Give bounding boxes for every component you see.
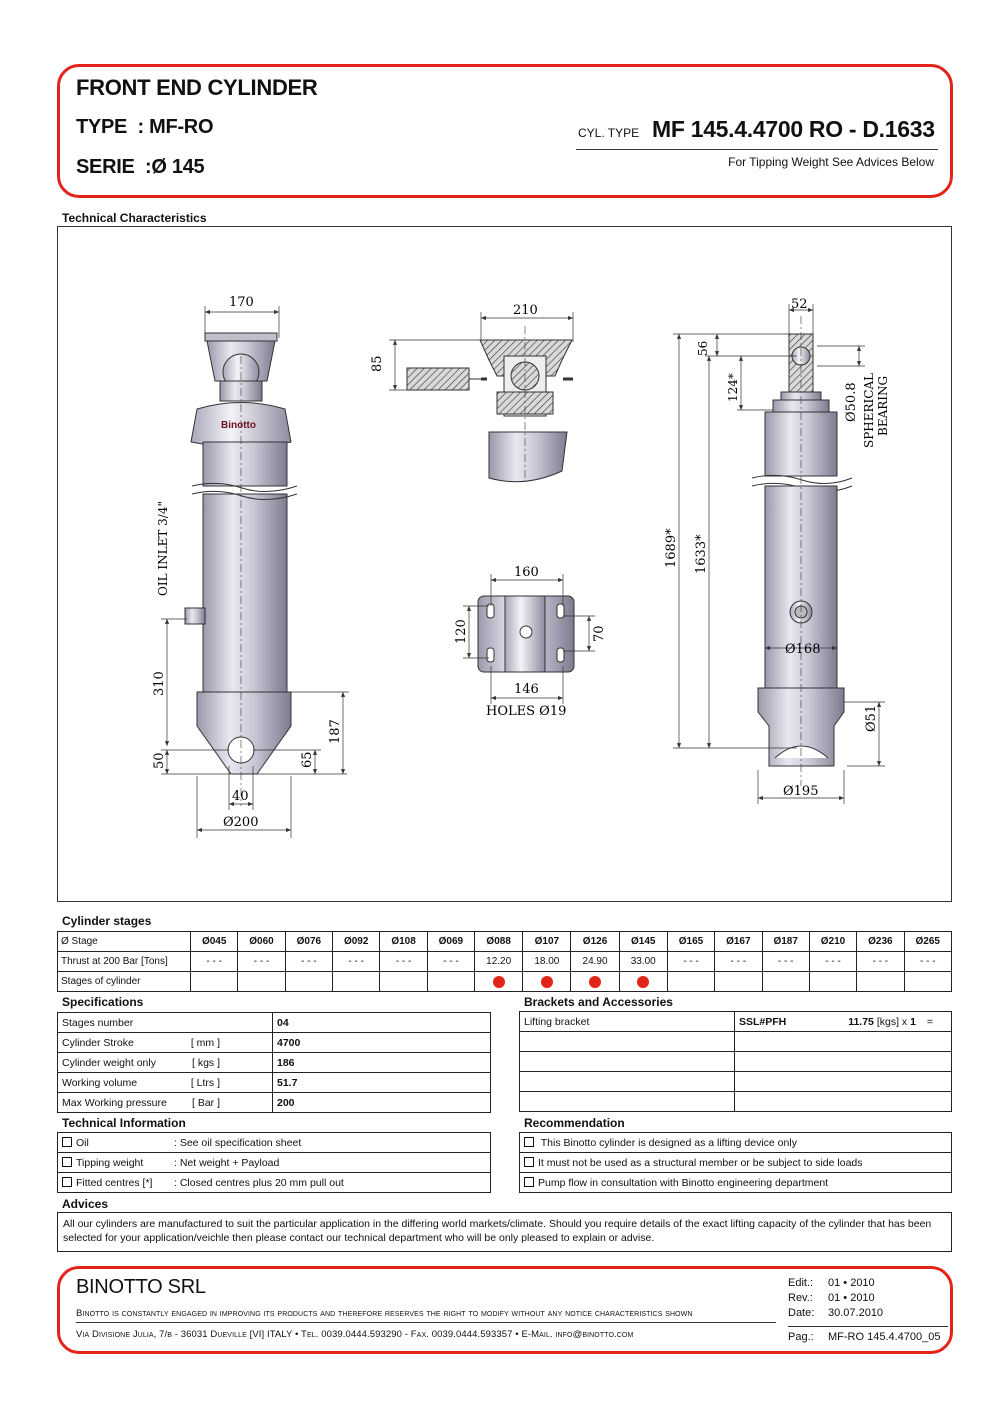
spec-label: [58, 1053, 273, 1073]
dim-310: 310: [152, 671, 167, 696]
left-cylinder-view: [185, 333, 297, 806]
stage-diameter: Ø210: [809, 932, 856, 952]
stage-thrust: - - -: [857, 952, 904, 972]
page-rule: [788, 1326, 948, 1327]
stage-diameter: Ø088: [475, 932, 523, 952]
stage-active-cell: [715, 972, 762, 992]
stage-diameter: Ø167: [715, 932, 762, 952]
recommendation-text: This Binotto cylinder is designed as a lifting device only: [538, 1136, 797, 1149]
dim-40: 40: [232, 789, 249, 804]
bracket-eq: =: [926, 1015, 933, 1028]
stage-thrust: - - -: [285, 952, 332, 972]
dim-170: 170: [229, 295, 254, 310]
serie-label: SERIE :Ø 145: [76, 156, 205, 178]
stage-active-cell: [191, 972, 238, 992]
tech-info-label: Tipping weight: [76, 1156, 144, 1169]
holes-label: HOLES Ø19: [486, 704, 567, 719]
spec-label: [58, 1013, 273, 1033]
stage-thrust: - - -: [667, 952, 714, 972]
rev-value: 01 • 2010: [828, 1292, 875, 1304]
tech-info-value: : Closed centres plus 20 mm pull out: [174, 1176, 344, 1189]
specs-table: [57, 1012, 491, 1113]
bearing-label-1: SPHERICAL: [862, 372, 876, 448]
stage-thrust: - - -: [715, 952, 762, 972]
stage-active-dot: [589, 976, 601, 988]
stage-thrust: - - -: [333, 952, 380, 972]
company-name: BINOTTO SRL: [76, 1276, 206, 1298]
stage-active-dot: [637, 976, 649, 988]
top-mount: [205, 333, 277, 341]
top-mount-view: [407, 326, 573, 482]
stage-active-cell: [523, 972, 571, 992]
spec-label-text: Max Working pressure: [62, 1096, 167, 1109]
advices-text: All our cylinders are manufactured to suit the particular application in the differing world markets/climate. Should you require details of the exact lifting capacity of the cylinder that has been selected for your application/veichle then please contact our technical department who will be only pleased to explain or advise.: [57, 1212, 952, 1252]
plate-view: [478, 596, 574, 672]
stage-active-cell: [857, 972, 904, 992]
stage-thrust: - - -: [427, 952, 474, 972]
stage-thrust: 24.90: [571, 952, 619, 972]
recommendation-cell: [520, 1173, 952, 1193]
brackets-title: Brackets and Accessories: [524, 995, 673, 1009]
footer-meta: [788, 1276, 883, 1321]
recommendation-title: Recommendation: [524, 1116, 625, 1130]
spec-label: [58, 1073, 273, 1093]
edit-value: 01 • 2010: [828, 1277, 875, 1289]
tech-info-label: Fitted centres [*]: [76, 1176, 153, 1189]
stage-active-cell: [475, 972, 523, 992]
bracket-code: SSL#PFH: [739, 1015, 787, 1028]
dim-51: Ø51: [864, 704, 879, 732]
main-tube: [203, 494, 287, 692]
stage-diameter: Ø126: [571, 932, 619, 952]
dim-146: 146: [514, 682, 539, 697]
spec-value: 186: [273, 1053, 491, 1073]
stage-active-cell: [380, 972, 427, 992]
dim-187: 187: [328, 719, 343, 744]
bracket-row: [520, 1012, 952, 1032]
tipping-note: For Tipping Weight See Advices Below: [728, 155, 934, 169]
stage-active-dot: [541, 976, 553, 988]
stages-row: [58, 972, 952, 992]
bracket-weight: 11.75: [848, 1015, 874, 1028]
dim-56: 56: [696, 340, 710, 356]
header-rule: [576, 149, 938, 150]
stage-active-cell: [904, 972, 951, 992]
stage-diameter: Ø165: [667, 932, 714, 952]
spec-label: [58, 1093, 273, 1113]
stage-diameter: Ø060: [238, 932, 285, 952]
tech-info-cell: [58, 1133, 491, 1153]
dim-120: 120: [454, 619, 469, 644]
dim-124: 124*: [726, 373, 740, 402]
bracket-qty: 1: [910, 1015, 916, 1028]
stages-title: Cylinder stages: [62, 914, 152, 928]
date-label: Date:: [788, 1307, 815, 1319]
stage-active-cell: [667, 972, 714, 992]
spec-label: [58, 1033, 273, 1053]
recommendation-table: [519, 1132, 952, 1193]
stage-diameter: Ø236: [857, 932, 904, 952]
spec-label-text: Cylinder Stroke: [62, 1036, 134, 1049]
recommendation-text: It must not be used as a structural member or be subject to side loads: [538, 1156, 863, 1169]
rev-label: Rev.:: [788, 1292, 813, 1304]
stage-diameter: Ø076: [285, 932, 332, 952]
advices-title: Advices: [62, 1197, 109, 1211]
stage-diameter: Ø265: [904, 932, 951, 952]
spec-unit: [ Bar ]: [191, 1096, 220, 1109]
stages-row: [58, 952, 952, 972]
bearing-label-2: BEARING: [876, 375, 890, 436]
stage-row-label: Thrust at 200 Bar [Tons]: [58, 952, 191, 972]
stage-active-cell: [427, 972, 474, 992]
stage-thrust: 18.00: [523, 952, 571, 972]
recommendation-cell: [520, 1153, 952, 1173]
checkbox-icon: [524, 1177, 534, 1187]
brackets-table: [519, 1011, 952, 1112]
recommendation-text: Pump flow in consultation with Binotto engineering department: [538, 1176, 829, 1189]
tech-info-row: [58, 1153, 491, 1173]
stage-diameter: Ø107: [523, 932, 571, 952]
stage-active-cell: [285, 972, 332, 992]
spec-row: [58, 1053, 491, 1073]
stage-active-cell: [809, 972, 856, 992]
checkbox-icon: [524, 1157, 534, 1167]
spec-value: 04: [273, 1013, 491, 1033]
dim-1689: 1689*: [664, 528, 679, 568]
stage-diameter: Ø108: [380, 932, 427, 952]
spec-label-text: Cylinder weight only: [62, 1056, 156, 1069]
type-label: TYPE : MF-RO: [76, 116, 214, 138]
stage-diameter: Ø187: [762, 932, 809, 952]
spec-value: 51.7: [273, 1073, 491, 1093]
spec-label-text: Working volume: [62, 1076, 138, 1089]
dim-160: 160: [514, 565, 539, 580]
stage-row-label: Stages of cylinder: [58, 972, 191, 992]
stage-thrust: - - -: [238, 952, 285, 972]
spec-row: [58, 1093, 491, 1113]
dim-200: Ø200: [223, 815, 259, 830]
dim-1633: 1633*: [694, 534, 709, 574]
date-value: 30.07.2010: [828, 1307, 884, 1319]
spec-value: 4700: [273, 1033, 491, 1053]
right-cylinder-view: [752, 316, 852, 786]
tech-info-label: Oil: [76, 1136, 89, 1149]
tech-info-row: [58, 1173, 491, 1193]
stage-active-cell: [762, 972, 809, 992]
upper-tube: [203, 442, 287, 486]
tech-info-value: : Net weight + Payload: [174, 1156, 280, 1169]
spec-value: 200: [273, 1093, 491, 1113]
technical-drawing: [57, 226, 952, 902]
dim-168: Ø168: [785, 642, 821, 657]
stage-diameter: Ø045: [191, 932, 238, 952]
spec-row: [58, 1013, 491, 1033]
stage-diameter: Ø069: [427, 932, 474, 952]
spec-row: [58, 1033, 491, 1053]
stage-thrust: - - -: [904, 952, 951, 972]
spec-label-text: Stages number: [62, 1016, 134, 1029]
bracket-unit: [kgs] x: [876, 1015, 908, 1028]
cyl-type-label: CYL. TYPE: [578, 126, 640, 140]
stage-active-cell: [619, 972, 667, 992]
footer-address: Via Divisione Julia, 7/b - 36031 Dueville [VI] ITALY • Tel. 0039.0444.593290 - Fax. 0039.0444.593357 • E-Mail. info@binotto.com: [76, 1329, 634, 1340]
doc-title: FRONT END CYLINDER: [76, 75, 318, 100]
footer-disclaimer: Binotto is constantly engaged in improving its products and therefore reserves the right to modify without any notice characteristics shown: [76, 1308, 693, 1319]
brand-label: Binotto: [221, 420, 256, 431]
dim-50: 50: [152, 752, 167, 769]
stage-thrust: - - -: [809, 952, 856, 972]
recommendation-row: [520, 1173, 952, 1193]
dim-195: Ø195: [783, 784, 819, 799]
page-row: [788, 1331, 941, 1343]
stage-active-cell: [238, 972, 285, 992]
stage-active-cell: [333, 972, 380, 992]
stage-thrust: 12.20: [475, 952, 523, 972]
dim-70: 70: [592, 625, 607, 642]
stage-thrust: - - -: [380, 952, 427, 972]
stage-active-dot: [493, 976, 505, 988]
footer-rule: [76, 1322, 776, 1323]
stage-thrust: - - -: [191, 952, 238, 972]
spec-unit: [ mm ]: [190, 1036, 220, 1049]
dim-210: 210: [513, 303, 538, 318]
page-value: MF-RO 145.4.4700_05: [828, 1331, 941, 1343]
dim-85: 85: [370, 355, 385, 372]
recommendation-cell: [520, 1133, 952, 1153]
drawing-section-title: Technical Characteristics: [62, 211, 207, 225]
spec-unit: [ kgs ]: [191, 1056, 220, 1069]
stage-diameter: Ø145: [619, 932, 667, 952]
stages-table: [57, 931, 952, 992]
tech-info-cell: [58, 1173, 491, 1193]
oil-inlet-port: [185, 608, 205, 624]
stage-active-cell: [571, 972, 619, 992]
tech-info-table: [57, 1132, 491, 1193]
checkbox-icon: [62, 1137, 72, 1147]
checkbox-icon: [524, 1137, 534, 1147]
recommendation-row: [520, 1133, 952, 1153]
tech-info-cell: [58, 1153, 491, 1173]
tech-info-title: Technical Information: [62, 1116, 186, 1130]
stage-row-label: Ø Stage: [58, 932, 191, 952]
page-label: Pag.:: [788, 1331, 814, 1343]
spec-row: [58, 1073, 491, 1093]
bracket-label: Lifting bracket: [520, 1012, 735, 1032]
tech-info-row: [58, 1133, 491, 1153]
recommendation-row: [520, 1153, 952, 1173]
stage-diameter: Ø092: [333, 932, 380, 952]
stage-thrust: - - -: [762, 952, 809, 972]
dim-52: 52: [791, 297, 808, 312]
specs-title: Specifications: [62, 995, 144, 1009]
dim-oil-inlet: OIL INLET 3/4": [156, 501, 170, 596]
dim-65: 65: [300, 751, 315, 768]
checkbox-icon: [62, 1157, 72, 1167]
checkbox-icon: [62, 1177, 72, 1187]
cyl-type-value: MF 145.4.4700 RO - D.1633: [652, 116, 935, 142]
edit-label: Edit.:: [788, 1277, 814, 1289]
bearing-dia: Ø50.8: [844, 382, 859, 422]
stages-row: [58, 932, 952, 952]
spec-unit: [ Ltrs ]: [190, 1076, 220, 1089]
stage-thrust: 33.00: [619, 952, 667, 972]
tech-info-value: : See oil specification sheet: [174, 1136, 302, 1149]
